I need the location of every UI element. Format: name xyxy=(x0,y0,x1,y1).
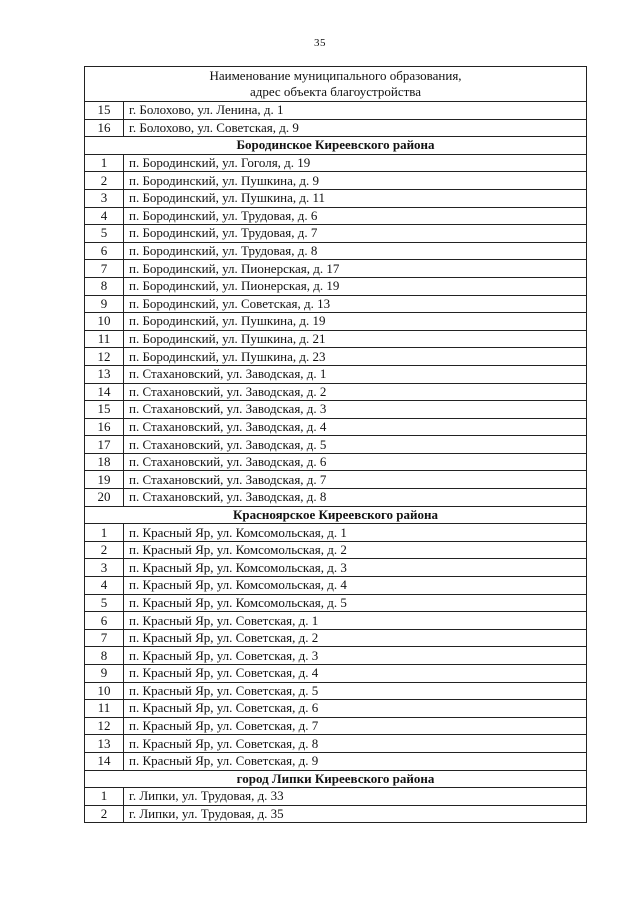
table-row xyxy=(85,348,587,366)
row-number: 14 xyxy=(85,383,124,401)
table-row xyxy=(85,436,587,454)
row-address: п. Стахановский, ул. Заводская, д. 4 xyxy=(124,418,587,436)
row-address: п. Бородинский, ул. Пионерская, д. 17 xyxy=(124,260,587,278)
row-address: п. Бородинский, ул. Советская, д. 13 xyxy=(124,295,587,313)
table-row xyxy=(85,172,587,190)
row-address: п. Красный Яр, ул. Советская, д. 5 xyxy=(124,682,587,700)
page-number: 35 xyxy=(314,37,326,49)
row-number: 2 xyxy=(85,541,124,559)
table-row xyxy=(85,612,587,630)
table-row xyxy=(85,330,587,348)
row-address: п. Бородинский, ул. Пушкина, д. 21 xyxy=(124,330,587,348)
row-number: 8 xyxy=(85,647,124,665)
table-row xyxy=(85,541,587,559)
row-address: п. Стахановский, ул. Заводская, д. 6 xyxy=(124,453,587,471)
row-address: п. Красный Яр, ул. Советская, д. 2 xyxy=(124,629,587,647)
table-row xyxy=(85,682,587,700)
section-heading-row xyxy=(85,770,587,788)
row-number: 2 xyxy=(85,172,124,190)
table-row xyxy=(85,260,587,278)
row-address: п. Красный Яр, ул. Комсомольская, д. 1 xyxy=(124,524,587,542)
row-number: 15 xyxy=(85,401,124,419)
row-address: п. Красный Яр, ул. Комсомольская, д. 2 xyxy=(124,541,587,559)
row-address: п. Красный Яр, ул. Советская, д. 3 xyxy=(124,647,587,665)
table-row xyxy=(85,313,587,331)
row-address: п. Красный Яр, ул. Советская, д. 7 xyxy=(124,717,587,735)
row-address: п. Красный Яр, ул. Советская, д. 9 xyxy=(124,752,587,770)
table-row xyxy=(85,788,587,806)
table-row xyxy=(85,189,587,207)
row-number: 16 xyxy=(85,418,124,436)
table-row xyxy=(85,295,587,313)
table-row xyxy=(85,665,587,683)
table-row xyxy=(85,453,587,471)
row-address: п. Бородинский, ул. Пушкина, д. 11 xyxy=(124,189,587,207)
table-header-line: адрес объекта благоустройства xyxy=(249,84,422,99)
table-header xyxy=(85,67,587,102)
row-number: 3 xyxy=(85,559,124,577)
row-number: 13 xyxy=(85,735,124,753)
row-address: п. Красный Яр, ул. Советская, д. 6 xyxy=(124,700,587,718)
table-row xyxy=(85,629,587,647)
row-number: 18 xyxy=(85,453,124,471)
row-number: 6 xyxy=(85,612,124,630)
row-number: 6 xyxy=(85,242,124,260)
row-number: 9 xyxy=(85,665,124,683)
table-row xyxy=(85,735,587,753)
row-address: п. Бородинский, ул. Пушкина, д. 19 xyxy=(124,313,587,331)
row-number: 16 xyxy=(85,119,124,137)
table-row xyxy=(85,365,587,383)
row-number: 11 xyxy=(85,330,124,348)
row-address: п. Стахановский, ул. Заводская, д. 7 xyxy=(124,471,587,489)
table-row xyxy=(85,700,587,718)
section-heading-row xyxy=(85,137,587,155)
row-number: 1 xyxy=(85,154,124,172)
row-address: г. Липки, ул. Трудовая, д. 33 xyxy=(124,788,587,806)
table-row xyxy=(85,418,587,436)
table-row xyxy=(85,154,587,172)
table-row xyxy=(85,383,587,401)
row-number: 7 xyxy=(85,260,124,278)
row-address: п. Стахановский, ул. Заводская, д. 2 xyxy=(124,383,587,401)
row-number: 19 xyxy=(85,471,124,489)
address-table xyxy=(84,66,587,823)
table-row xyxy=(85,471,587,489)
table-row xyxy=(85,207,587,225)
section-heading: Красноярское Киреевского района xyxy=(85,506,587,524)
row-number: 8 xyxy=(85,277,124,295)
row-address: п. Красный Яр, ул. Советская, д. 1 xyxy=(124,612,587,630)
row-address: г. Болохово, ул. Советская, д. 9 xyxy=(124,119,587,137)
row-address: п. Красный Яр, ул. Комсомольская, д. 4 xyxy=(124,577,587,595)
row-number: 11 xyxy=(85,700,124,718)
row-number: 5 xyxy=(85,594,124,612)
row-address: п. Красный Яр, ул. Комсомольская, д. 5 xyxy=(124,594,587,612)
table-row xyxy=(85,805,587,823)
row-number: 2 xyxy=(85,805,124,823)
table-row xyxy=(85,225,587,243)
table-row xyxy=(85,524,587,542)
row-number: 4 xyxy=(85,207,124,225)
row-address: г. Липки, ул. Трудовая, д. 35 xyxy=(124,805,587,823)
table-header-line: Наименование муниципального образования, xyxy=(209,68,462,83)
row-address: п. Стахановский, ул. Заводская, д. 5 xyxy=(124,436,587,454)
table-row xyxy=(85,401,587,419)
row-address: п. Стахановский, ул. Заводская, д. 8 xyxy=(124,489,587,507)
table-row xyxy=(85,102,587,120)
row-number: 13 xyxy=(85,365,124,383)
row-number: 5 xyxy=(85,225,124,243)
row-address: п. Бородинский, ул. Пушкина, д. 23 xyxy=(124,348,587,366)
row-number: 1 xyxy=(85,788,124,806)
row-number: 12 xyxy=(85,348,124,366)
row-address: г. Болохово, ул. Ленина, д. 1 xyxy=(124,102,587,120)
table-row xyxy=(85,717,587,735)
table-row xyxy=(85,559,587,577)
row-address: п. Бородинский, ул. Пушкина, д. 9 xyxy=(124,172,587,190)
row-number: 9 xyxy=(85,295,124,313)
row-number: 10 xyxy=(85,682,124,700)
section-heading: город Липки Киреевского района xyxy=(85,770,587,788)
row-number: 7 xyxy=(85,629,124,647)
row-address: п. Стахановский, ул. Заводская, д. 3 xyxy=(124,401,587,419)
table-row xyxy=(85,489,587,507)
section-heading-row xyxy=(85,506,587,524)
table-row xyxy=(85,752,587,770)
table-row xyxy=(85,577,587,595)
row-address: п. Бородинский, ул. Гоголя, д. 19 xyxy=(124,154,587,172)
row-number: 20 xyxy=(85,489,124,507)
table-row xyxy=(85,242,587,260)
row-address: п. Бородинский, ул. Трудовая, д. 7 xyxy=(124,225,587,243)
row-number: 1 xyxy=(85,524,124,542)
row-number: 10 xyxy=(85,313,124,331)
row-address: п. Стахановский, ул. Заводская, д. 1 xyxy=(124,365,587,383)
row-address: п. Красный Яр, ул. Советская, д. 4 xyxy=(124,665,587,683)
row-number: 17 xyxy=(85,436,124,454)
row-number: 12 xyxy=(85,717,124,735)
table-row xyxy=(85,647,587,665)
table-row xyxy=(85,277,587,295)
row-number: 3 xyxy=(85,189,124,207)
table-header-row xyxy=(85,67,587,102)
row-number: 4 xyxy=(85,577,124,595)
table-row xyxy=(85,119,587,137)
row-number: 15 xyxy=(85,102,124,120)
row-address: п. Красный Яр, ул. Комсомольская, д. 3 xyxy=(124,559,587,577)
row-address: п. Бородинский, ул. Пионерская, д. 19 xyxy=(124,277,587,295)
row-address: п. Бородинский, ул. Трудовая, д. 8 xyxy=(124,242,587,260)
row-address: п. Красный Яр, ул. Советская, д. 8 xyxy=(124,735,587,753)
table-row xyxy=(85,594,587,612)
row-address: п. Бородинский, ул. Трудовая, д. 6 xyxy=(124,207,587,225)
row-number: 14 xyxy=(85,752,124,770)
section-heading: Бородинское Киреевского района xyxy=(85,137,587,155)
